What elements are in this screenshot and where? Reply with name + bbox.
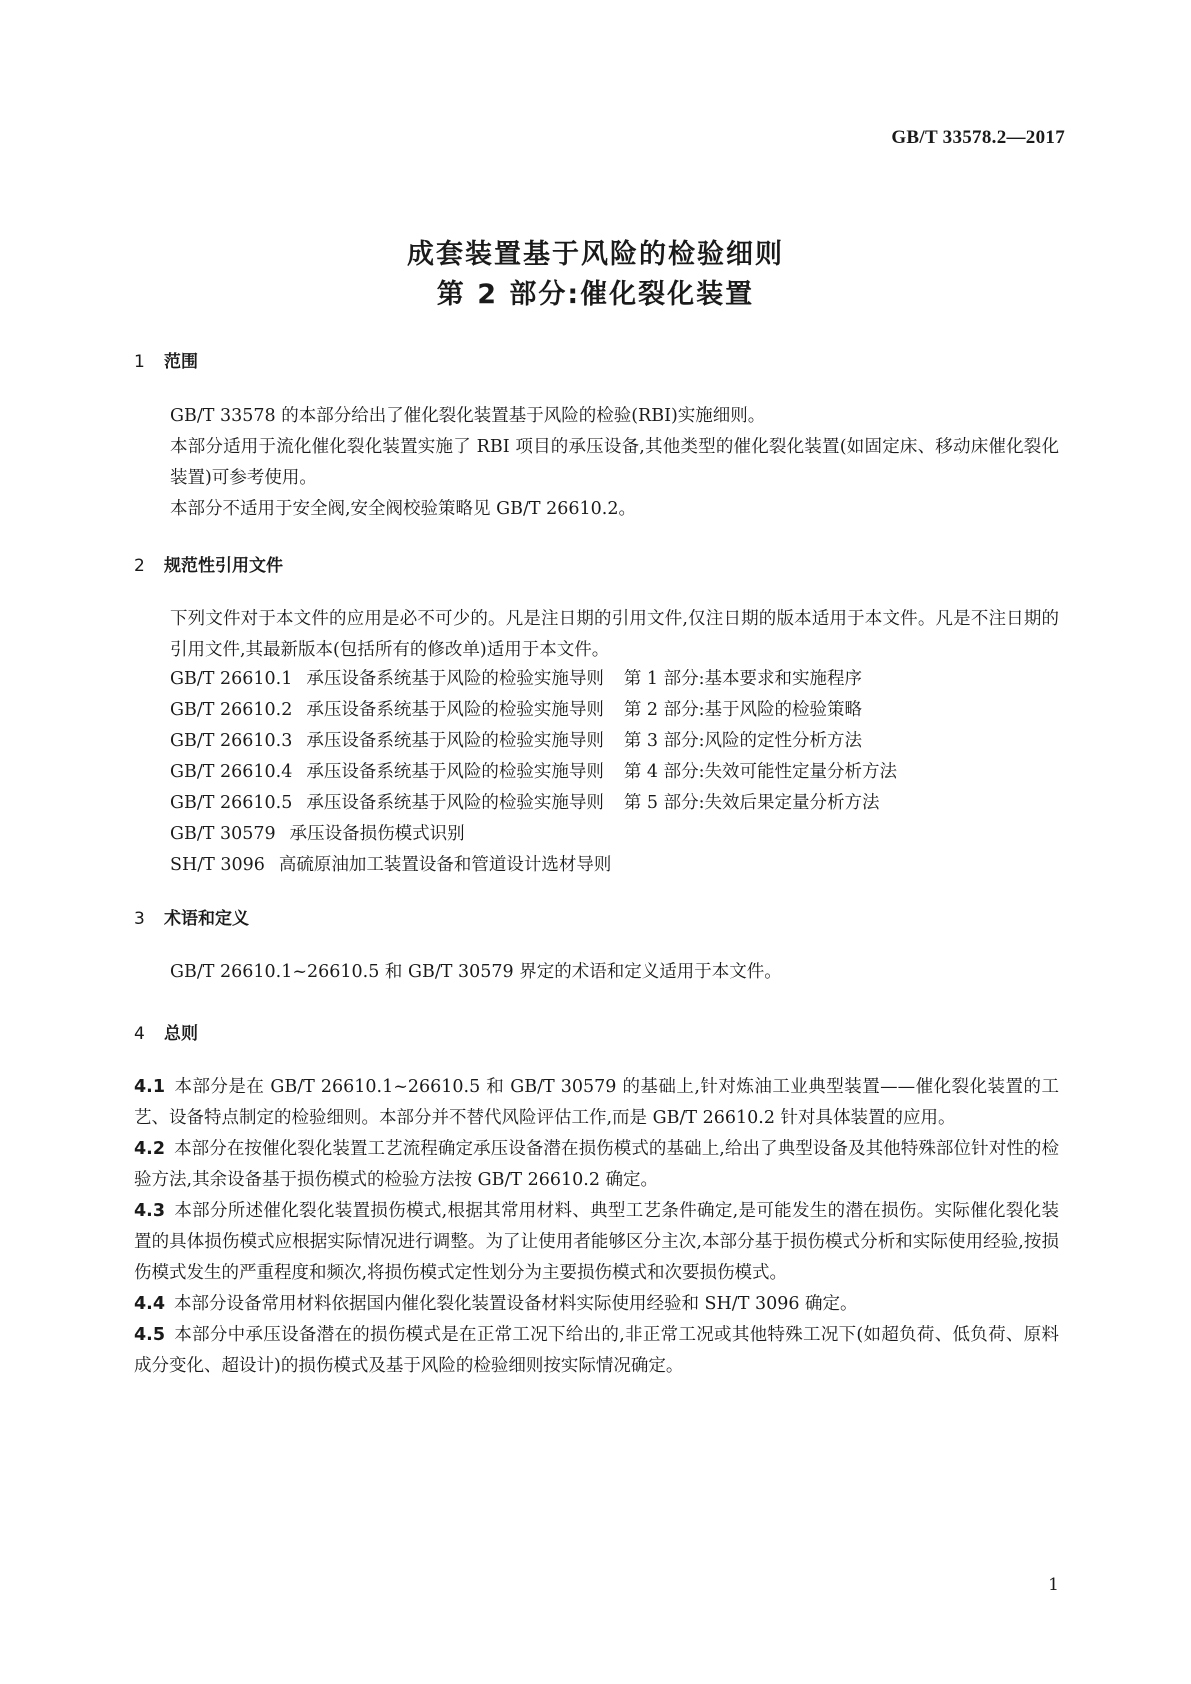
section-4-heading [134, 1019, 198, 1044]
reference-title: 高硫原油加工装置设备和管道设计选材导则 [278, 855, 612, 875]
section-2-heading [134, 551, 283, 576]
section-3-heading [134, 904, 249, 929]
section-number: 1 [134, 352, 145, 372]
section-4-body [134, 1072, 1059, 1382]
clause-text: 本部分在按催化裂化装置工艺流程确定承压设备潜在损伤模式的基础上,给出了典型设备及其他特殊部位针对性的检验方法,其余设备基于损伤模式的检验方法按 GB/T 26610.2 确定。 [134, 1139, 1059, 1190]
reference-code: GB/T 26610.2 [170, 700, 293, 720]
section-number: 2 [134, 556, 145, 576]
reference-item [170, 757, 1060, 788]
reference-part: 第 5 部分:失效后果定量分析方法 [623, 793, 880, 813]
clause-number: 4.1 [134, 1077, 166, 1097]
clause-number: 4.4 [134, 1294, 166, 1314]
standard-code: GB/T 33578.2—2017 [891, 127, 1065, 148]
section-2-intro [134, 604, 1059, 666]
paragraph: 本部分不适用于安全阀,安全阀校验策略见 GB/T 26610.2。 [170, 499, 636, 519]
reference-title: 承压设备系统基于风险的检验实施导则 [306, 669, 604, 689]
reference-item [170, 788, 1060, 819]
reference-code: SH/T 3096 [170, 855, 265, 875]
clause-number: 4.5 [134, 1325, 166, 1345]
reference-part: 第 4 部分:失效可能性定量分析方法 [623, 762, 897, 782]
clause [134, 1134, 1059, 1196]
reference-item [170, 850, 1060, 881]
clause-number: 4.2 [134, 1139, 166, 1159]
section-title: 术语和定义 [164, 909, 249, 929]
clause [134, 1289, 1059, 1320]
clause-text: 本部分设备常用材料依据国内催化裂化装置设备材料实际使用经验和 SH/T 3096 确定。 [174, 1294, 858, 1314]
reference-code: GB/T 30579 [170, 824, 276, 844]
reference-title: 承压设备系统基于风险的检验实施导则 [306, 731, 604, 751]
reference-item [170, 726, 1060, 757]
reference-item [170, 664, 1060, 695]
reference-part: 第 1 部分:基本要求和实施程序 [623, 669, 862, 689]
clause-text: 本部分是在 GB/T 26610.1~26610.5 和 GB/T 30579 的基础上,针对炼油工业典型装置——催化裂化装置的工艺、设备特点制定的检验细则。本部分并不替代风险评估工作,而是 GB/T 26610.2 针对具体装置的应用。 [134, 1077, 1059, 1128]
clause-number: 4.3 [134, 1201, 166, 1221]
reference-item [170, 695, 1060, 726]
section-1-body [134, 401, 1059, 525]
document-title-line2: 第 2 部分:催化裂化装置 [436, 279, 755, 310]
section-1-heading [134, 347, 198, 372]
reference-title: 承压设备系统基于风险的检验实施导则 [306, 762, 604, 782]
paragraph: 本部分适用于流化催化裂化装置实施了 RBI 项目的承压设备,其他类型的催化裂化装置(如固定床、移动床催化裂化装置)可参考使用。 [170, 437, 1059, 488]
document-title-line1: 成套装置基于风险的检验细则 [407, 239, 784, 270]
paragraph: GB/T 26610.1~26610.5 和 GB/T 30579 界定的术语和定义适用于本文件。 [170, 962, 782, 982]
reference-code: GB/T 26610.3 [170, 731, 293, 751]
normative-reference-list [170, 664, 1060, 881]
section-3-body [134, 957, 1059, 988]
reference-part: 第 2 部分:基于风险的检验策略 [623, 700, 862, 720]
reference-title: 承压设备系统基于风险的检验实施导则 [306, 700, 604, 720]
reference-title: 承压设备损伤模式识别 [289, 824, 465, 844]
reference-code: GB/T 26610.1 [170, 669, 293, 689]
page-number: 1 [1048, 1575, 1059, 1595]
section-title: 范围 [164, 352, 198, 372]
reference-code: GB/T 26610.4 [170, 762, 293, 782]
reference-title: 承压设备系统基于风险的检验实施导则 [306, 793, 604, 813]
clause-text: 本部分所述催化裂化装置损伤模式,根据其常用材料、典型工艺条件确定,是可能发生的潜在损伤。实际催化裂化装置的具体损伤模式应根据实际情况进行调整。为了让使用者能够区分主次,本部分基于损伤模式分析和实际使用经验,按损伤模式发生的严重程度和频次,将损伤模式定性划分为主要损伤模式和次要损伤模式。 [134, 1201, 1059, 1283]
section-number: 3 [134, 909, 145, 929]
paragraph: 下列文件对于本文件的应用是必不可少的。凡是注日期的引用文件,仅注日期的版本适用于本文件。凡是不注日期的引用文件,其最新版本(包括所有的修改单)适用于本文件。 [170, 609, 1059, 660]
section-number: 4 [134, 1024, 145, 1044]
reference-code: GB/T 26610.5 [170, 793, 293, 813]
paragraph: GB/T 33578 的本部分给出了催化裂化装置基于风险的检验(RBI)实施细则。 [170, 406, 766, 426]
section-title: 规范性引用文件 [164, 556, 283, 576]
reference-item [170, 819, 1060, 850]
clause [134, 1320, 1059, 1382]
reference-part: 第 3 部分:风险的定性分析方法 [623, 731, 862, 751]
clause [134, 1072, 1059, 1134]
clause [134, 1196, 1059, 1289]
section-title: 总则 [164, 1024, 198, 1044]
clause-text: 本部分中承压设备潜在的损伤模式是在正常工况下给出的,非正常工况或其他特殊工况下(如超负荷、低负荷、原料成分变化、超设计)的损伤模式及基于风险的检验细则按实际情况确定。 [134, 1325, 1059, 1376]
